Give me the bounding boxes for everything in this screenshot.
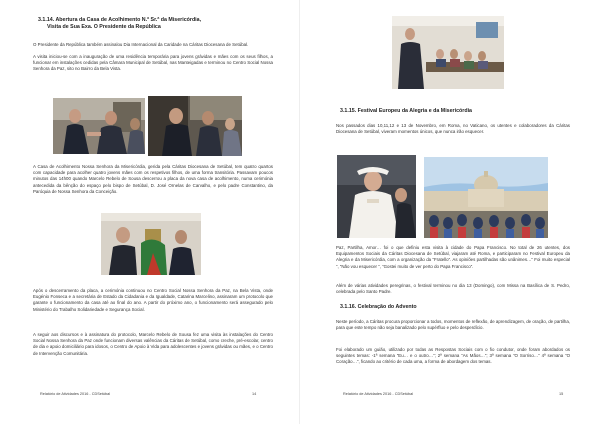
section-heading-3-1-15: 3.1.15. Festival Europeu da Alegria e da Misericórdia bbox=[340, 108, 472, 114]
photo-handshake bbox=[53, 98, 145, 154]
paragraph: Nos passados dias 10,11,12 e 13 de Novembro, em Roma, no Vaticano, os utentes e colaboradores da Cáritas Diocesana de Setúbal, viveram momentos únicos, que nunca irão esquecer. bbox=[336, 123, 570, 135]
section-heading-3-1-14 bbox=[38, 17, 273, 31]
photo-meeting bbox=[392, 16, 504, 89]
paragraph: O Presidente da República também assinalou Dia Internacional da Caridade na Cáritas Diocesana de Setúbal. bbox=[33, 42, 249, 47]
paragraph: Paz, Partilha, Amor… foi o que definiu esta visita à cidade do Papa Francisco. No total de 26 utentes, dos Equipamentos Sociais da Cáritas Diocesana de Setúbal, viajaram até Roma, e participaram no Festival Europeu da Alegria e da Misericórdia, com a organização da “Fratello”. As opiniões partilhadas são unânimes…” Foi muito especial ”, “Não vou esquecer ”, “Gostei muito de ver perto do Papa Francisco”. bbox=[336, 245, 570, 269]
page-number: 14 bbox=[252, 392, 257, 396]
paragraph: Foi elaborado um guião, utilizado por todas as Respostas Sociais com o fio condutor, onde foram abordados os seguintes temas: -1ª semana “Eu… e o outro…”; 2ª semana “As Mãos…”; 3ª semana “O Sorriso…” 4ª semana “O Coração…”, ficando ao critério de cada uma, a forma de abordagem dos temas. bbox=[336, 347, 570, 365]
right-page bbox=[300, 0, 600, 424]
paragraph: A Casa de Acolhimento Nossa Senhora da Misericórdia, gerida pela Cáritas Diocesana de Setúbal, tem quatro quartos com capacidade para acolher quatro jovens mães com os respetivos filhos, de uma forma transitória. Passavam poucos minutos das 14h00 quando Marcelo Rebelo de Sousa descerrou a placa da nova casa de acolhimento, numa cerimónia antecedida da bênção do espaço pelo bispo de Setúbal, D. José Ornelas de Carvalho, e pelo padre Constantino, da Paróquia de Nossa Senhora da Conceição. bbox=[33, 164, 273, 194]
photo-st-peters-square bbox=[424, 157, 548, 238]
paragraph: A visita iniciou-se com a inauguração de uma residência temporária para jovens grávidas e mães com os seus filhos, a funcionar em instalações cedidas pela Câmara Municipal de Setúbal, nas Manteigadas e terminou no Centro Social Nossa Senhora da Paz, sito no Bairro da Bela Vista. bbox=[33, 54, 273, 72]
photo-plaque-unveiling bbox=[101, 213, 201, 275]
page-number: 15 bbox=[559, 392, 564, 396]
photo-president-visit bbox=[148, 96, 242, 156]
paragraph: Neste período, a Cáritas procura proporcionar a todos, momentos de reflexão, de aprendizagem, de oração, de partilha, para que este tempo não seja banalizado pelo supérfluo e pelo desperdício. bbox=[336, 319, 570, 331]
photo-pope-francis bbox=[337, 155, 416, 238]
section-heading-3-1-16: 3.1.16. Celebração do Advento bbox=[340, 304, 417, 310]
heading-line-1: 3.1.14. Abertura da Casa de Acolhimento N.ª Sr.ª da Misericórdia, bbox=[38, 17, 202, 23]
paragraph: Além de várias atividades peregrinas, o festival terminou no dia 13 (Domingo), com Missa na Basílica de S. Pedro, celebrada pelo Santo Padre. bbox=[336, 283, 570, 295]
footer-title: Relatório de Atividades 2016 - CDSetúbal bbox=[40, 392, 111, 396]
footer-title: Relatório de Atividades 2016 - CDSetúbal bbox=[343, 392, 414, 396]
paragraph: Após o descerramento da placa, a cerimónia continuou no Centro Social Nossa Senhora da Paz, na Bela Vista, onde Eugénio Fonseca e a secretária de Estado da Cidadania e da Igualdade, Catarina Marcelino, assinaram um protocolo que garante o funcionamento da casa até ao final do ano. A partir do próximo ano, o funcionamento será assegurado pelo Ministério do Trabalho Solidariedade e Segurança Social. bbox=[33, 288, 273, 312]
heading-line-2: Visita de Sua Exa. O Presidente da República bbox=[47, 24, 161, 30]
paragraph: A seguir aos discursos e à assinatura do protocolo, Marcelo Rebelo de Sousa fez uma visita às instalações do Centro Social Nossa Senhora da Paz onde funcionam diversas valências da Cáritas de Setúbal, como creche, pré-escolar, centro de dia e apoio domiciliário para idosos, o Centro de Apoio à Vida para adolescentes e jovens grávidas ou mães, e o Centro de Intervenção Comunitária. bbox=[33, 332, 273, 356]
